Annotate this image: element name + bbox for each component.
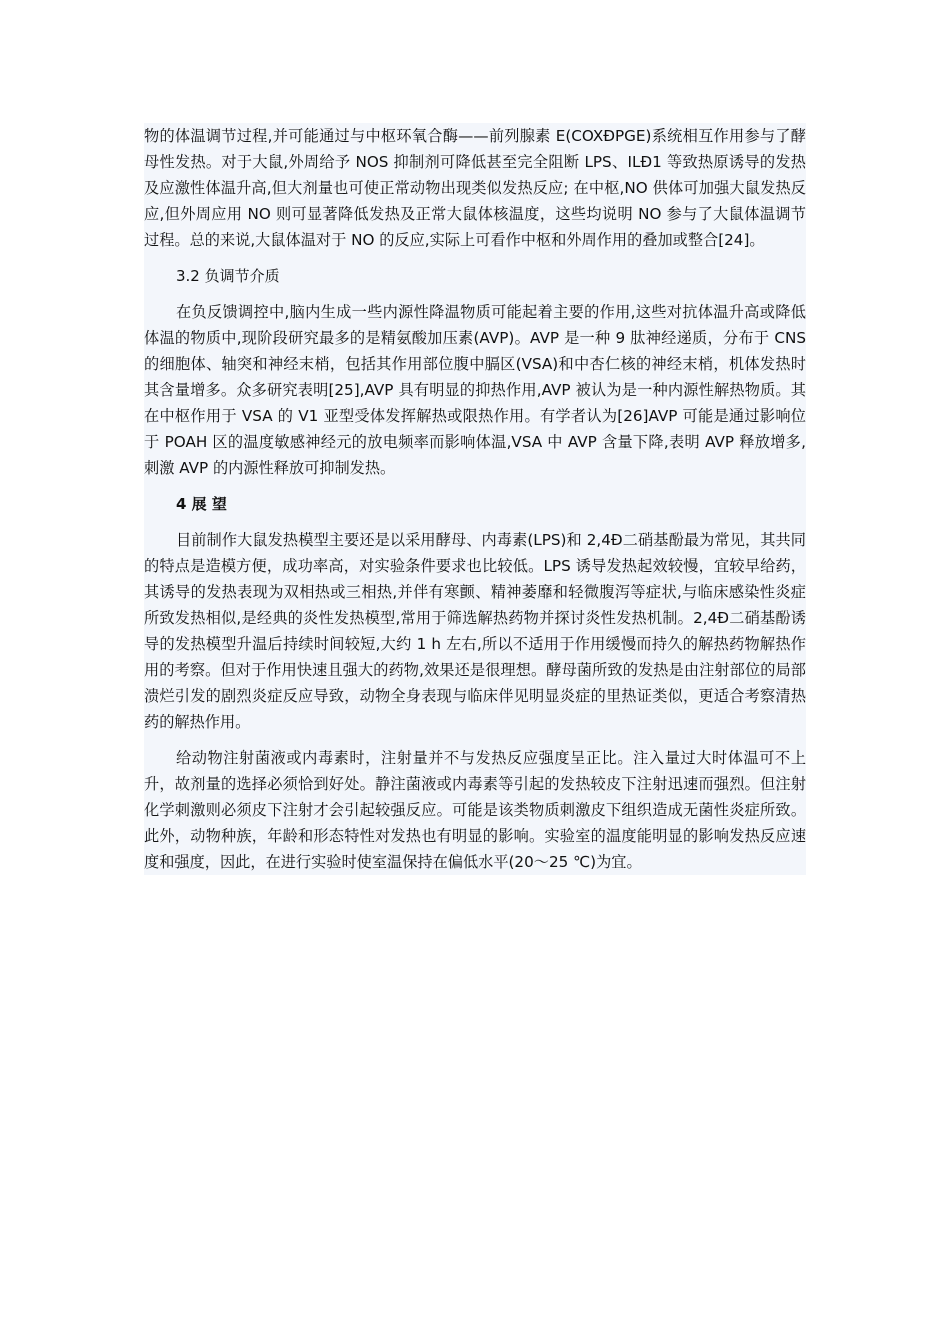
paragraph-avp: 在负反馈调控中,脑内生成一些内源性降温物质可能起着主要的作用,这些对抗体温升高或降低体温的物质中,现阶段研究最多的是精氨酸加压素(AVP)。AVP 是一种 9 肽神经递质，分布于 CNS 的细胞体、轴突和神经末梢，包括其作用部位腹中膈区(VSA)和中杏仁核的神经末梢，机体发热时其含量增多。众多研究表明[25],AVP 具有明显的抑热作用,AVP 被认为是一种内源性解热物质。其在中枢作用于 VSA 的 V1 亚型受体发挥解热或限热作用。有学者认为[26]AVP 可能是通过影响位于 POAH 区的温度敏感神经元的放电频率而影响体温,VSA 中 AVP 含量下降,表明 AVP 释放增多,刺激 AVP 的内源性释放可抑制发热。 xyxy=(144,303,806,477)
paragraph-injection-dose: 给动物注射菌液或内毒素时，注射量并不与发热反应强度呈正比。注入量过大时体温可不上升，故剂量的选择必须恰到好处。静注菌液或内毒素等引起的发热较皮下注射迅速而强烈。但注射化学刺激则必须皮下注射才会引起较强反应。可能是该类物质刺激皮下组织造成无菌性炎症所致。此外，动物种族，年龄和形态特性对发热也有明显的影响。实验室的温度能明显的影响发热反应速度和强度，因此，在进行实验时使室温保持在偏低水平(20～25 ℃)为宜。 xyxy=(144,749,806,871)
section-heading-3-2: 3.2 负调节介质 xyxy=(176,267,280,285)
paragraph-fever-models: 目前制作大鼠发热模型主要还是以采用酵母、内毒素(LPS)和 2,4Ð二硝基酚最为常见，其共同的特点是造模方便，成功率高，对实验条件要求也比较低。LPS 诱导发热起效较慢，宜较早给药，其诱导的发热表现为双相热或三相热,并伴有寒颤、精神萎靡和轻微腹泻等症状,与临床感染性炎症所致发热相似,是经典的炎性发热模型,常用于筛选解热药物并探讨炎性发热机制。2,4Ð二硝基酚诱导的发热模型升温后持续时间较短,大约 1 h 左右,所以不适用于作用缓慢而持久的解热药物解热作用的考察。但对于作用快速且强大的药物,效果还是很理想。酵母菌所致的发热是由注射部位的局部溃烂引发的剧烈炎症反应导致，动物全身表现与临床伴见明显炎症的里热证类似，更适合考察清热药的解热作用。 xyxy=(144,531,806,731)
section-heading-4: 4 展 望 xyxy=(176,495,227,513)
document-text-block xyxy=(144,123,806,875)
paragraph-nitric-oxide: 物的体温调节过程,并可能通过与中枢环氧合酶——前列腺素 E(COXÐPGE)系统相互作用参与了酵母性发热。对于大鼠,外周给予 NOS 抑制剂可降低甚至完全阻断 LPS、ILÐ1 等致热原诱导的发热及应激性体温升高,但大剂量也可使正常动物出现类似发热反应; 在中枢,NO 供体可加强大鼠发热反应,但外周应用 NO 则可显著降低发热及正常大鼠体核温度，这些均说明 NO 参与了大鼠体温调节过程。总的来说,大鼠体温对于 NO 的反应,实际上可看作中枢和外周作用的叠加或整合[24]。 xyxy=(144,127,806,249)
